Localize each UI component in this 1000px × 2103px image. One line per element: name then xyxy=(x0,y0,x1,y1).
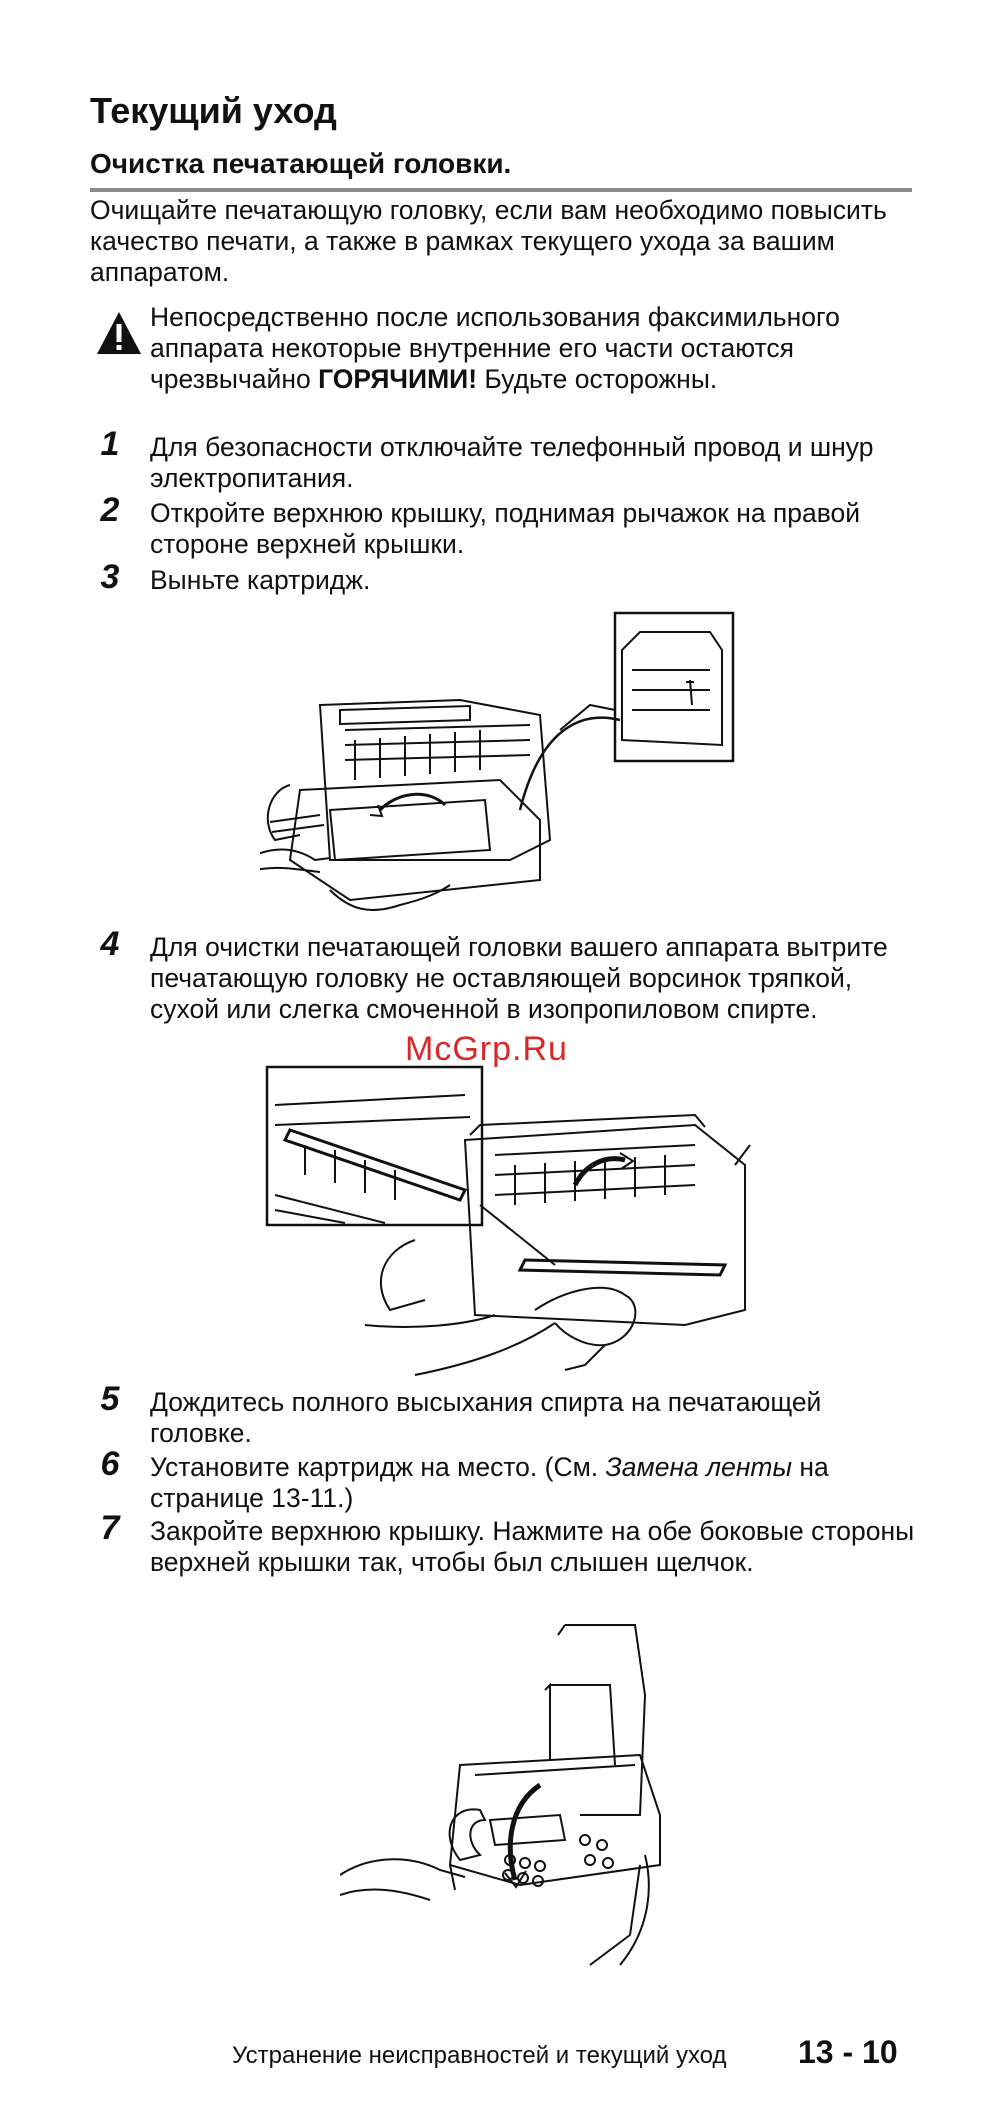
section-subtitle: Очистка печатающей головки. xyxy=(90,148,512,179)
step-text: Откройте верхнюю крышку, поднимая рычажок на правой стороне верхней крышки. xyxy=(150,498,861,559)
remove-cartridge-illustration xyxy=(260,610,740,930)
warning-text-start: Непосредственно после использования факсимильного аппарата некоторые внутренние его части остаются чрезвычайно xyxy=(150,302,840,394)
title-divider xyxy=(90,188,912,192)
clean-print-head-illustration xyxy=(265,1065,755,1390)
footer-section-title: Устранение неисправностей и текущий уход xyxy=(232,2042,727,2069)
page-title: Текущий уход xyxy=(90,90,337,131)
page-number: 13 - 10 xyxy=(798,2034,898,2070)
step-number: 1 xyxy=(100,425,120,463)
step-number: 6 xyxy=(100,1445,120,1483)
step-number: 2 xyxy=(100,491,120,529)
step-number: 4 xyxy=(100,925,120,963)
intro-paragraph: Очищайте печатающую головку, если вам необходимо повысить качество печати, а также в рамках текущего ухода за вашим аппаратом. xyxy=(90,195,887,287)
step-text: Дождитесь полного высыхания спирта на печатающей головке. xyxy=(150,1387,822,1448)
step-text: Для безопасности отключайте телефонный провод и шнур электропитания. xyxy=(150,432,874,493)
step-6-text-end: на странице 13-11.) xyxy=(150,1452,829,1513)
watermark-text: McGrp.Ru xyxy=(405,1030,568,1068)
cross-reference-title: Замена ленты xyxy=(605,1452,792,1482)
warning-icon xyxy=(95,310,143,356)
step-number: 7 xyxy=(100,1509,120,1547)
step-text xyxy=(150,1452,920,1514)
warning-text-end: Будьте осторожны. xyxy=(477,364,718,394)
close-cover-illustration xyxy=(340,1615,670,1975)
step-number: 3 xyxy=(100,558,120,596)
warning-text xyxy=(150,302,920,395)
step-text: Закройте верхнюю крышку. Нажмите на обе боковые стороны верхней крышки так, чтобы был слышен щелчок. xyxy=(150,1516,915,1577)
step-text: Выньте картридж. xyxy=(150,565,371,595)
step-text: Для очистки печатающей головки вашего аппарата вытрите печатающую головку не оставляющей ворсинок тряпкой, сухой или слегка смоченной в изопропиловом спирте. xyxy=(150,932,888,1024)
step-number: 5 xyxy=(100,1380,120,1418)
warning-hot-emphasis: ГОРЯЧИМИ! xyxy=(318,364,478,394)
step-6-text-start: Установите картридж на место. (См. xyxy=(150,1452,606,1482)
